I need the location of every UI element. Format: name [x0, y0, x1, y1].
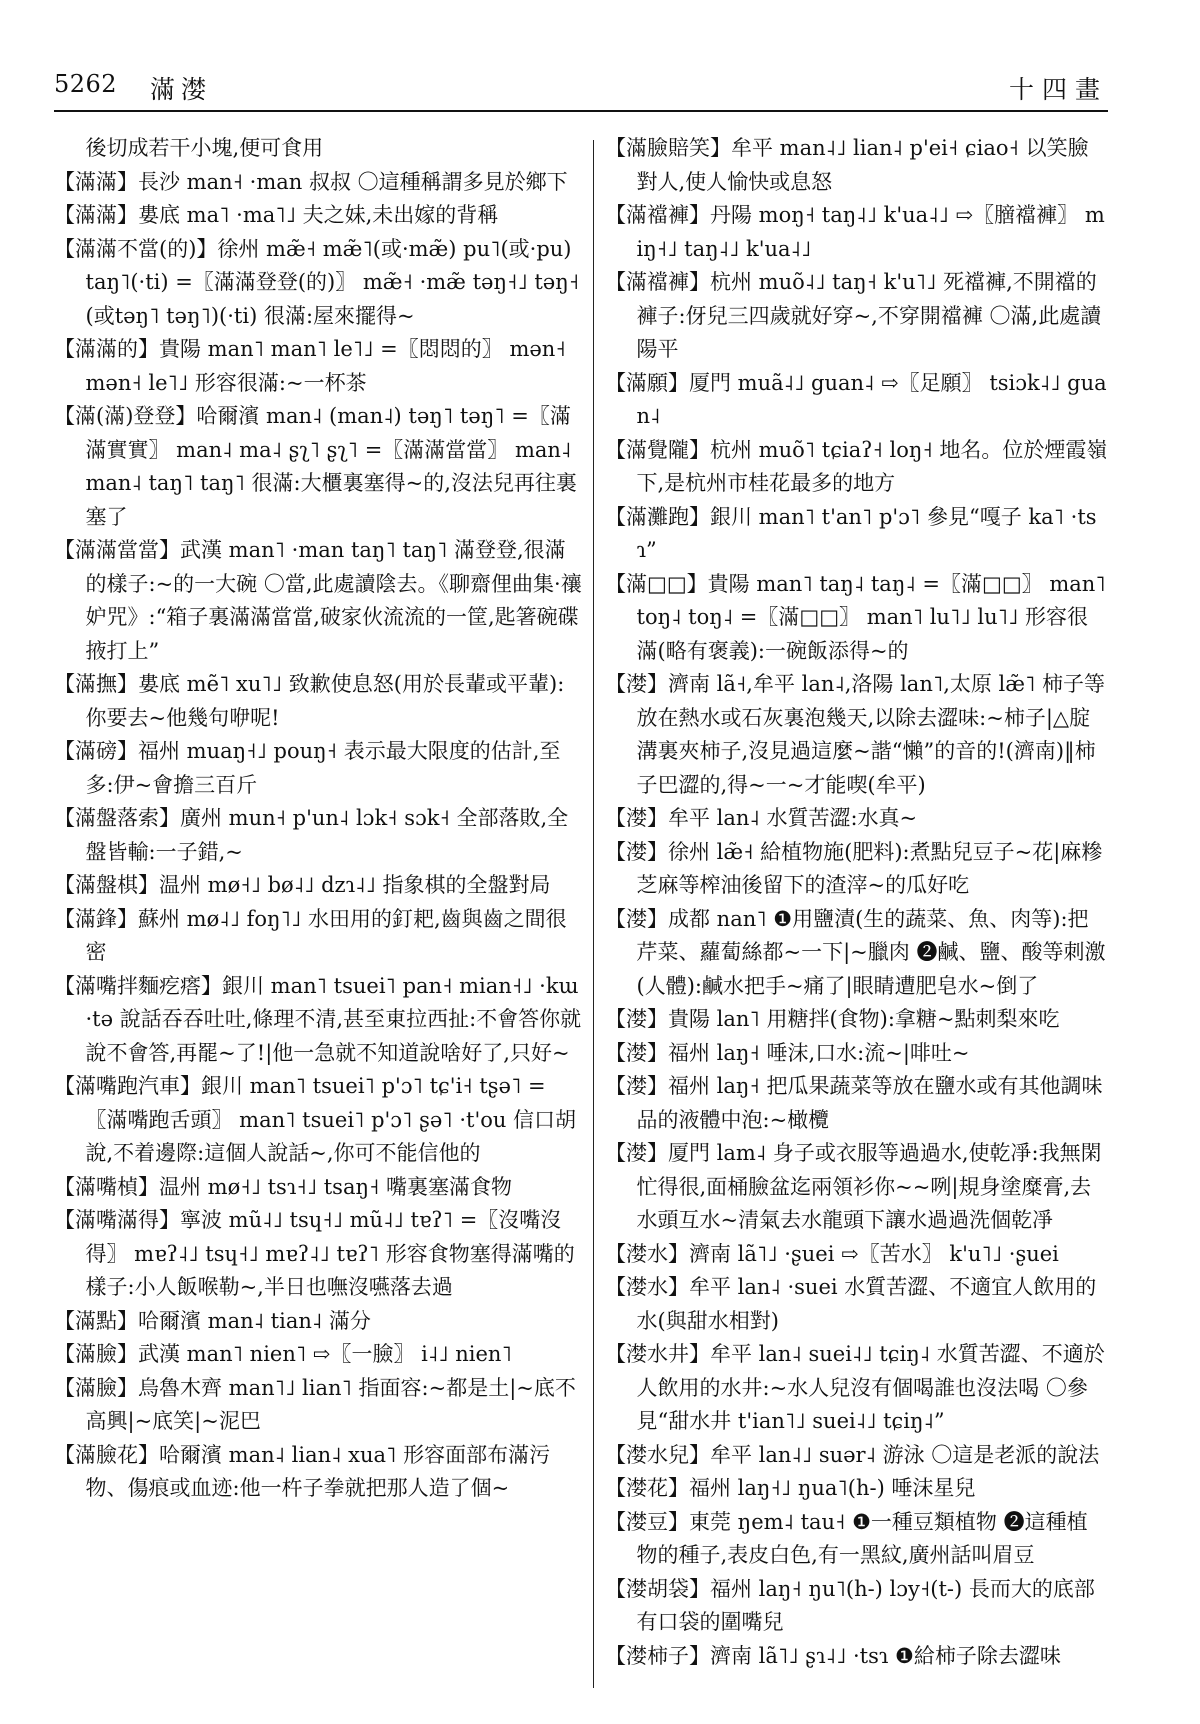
- dictionary-entry: 【漤】貴陽 lan˥ 用糖拌(食物):拿糖~點刺梨來吃: [605, 1007, 1060, 1031]
- right-column: [605, 132, 1108, 1673]
- dictionary-entry: 【滿滿】長沙 man˧ ·man 叔叔 〇這種稱謂多見於鄉下: [54, 169, 568, 194]
- dictionary-entry: 【漤】徐州 læ̃˧ 給植物施(肥料):煮點兒豆子~花|麻糝芝麻等榨油後留下的渣滓~的瓜好吃: [605, 839, 1103, 897]
- dictionary-entry: 【滿嘴楨】温州 mø˧˩ tsɿ˧˩ tsaŋ˧ 嘴裏塞滿食物: [54, 1174, 513, 1199]
- dictionary-entry: 【滿臉】烏魯木齊 man˥˩ lian˥ 指面容:~都是土|~底不高興|~底笑|~泥巴: [54, 1375, 576, 1433]
- running-head-words: 滿漤: [150, 75, 213, 104]
- dictionary-entry: 【漤】福州 laŋ˧ 唾沫,口水:流~|啡吐~: [605, 1040, 970, 1065]
- dictionary-entry: 【滿鋒】蘇州 mø˨˩ foŋ˥˩ 水田用的釘耙,齒與齒之間很密: [54, 906, 567, 964]
- dictionary-entry: 【漤】牟平 lan˨ 水質苦澀:水真~: [605, 806, 918, 830]
- dictionary-entry: 【滿灘跑】銀川 man˥ t'an˥ p'ɔ˥ 參見“嘎子 ka˥ ·tsɿ”: [605, 504, 1097, 562]
- dictionary-entry: 【漤水兒】牟平 lan˨˩ suər˨ 游泳 〇這是老派的說法: [605, 1442, 1100, 1467]
- dictionary-entry: 【滿滿】婁底 ma˥ ·ma˥˩ 夫之妹,未出嫁的背稱: [54, 203, 499, 227]
- dictionary-entry: 【漤】成都 nan˥ ❶用鹽漬(生的蔬菜、魚、肉等):把芹菜、蘿蔔絲都~一下|~臘肉 ❷鹹、鹽、酸等刺激(人體):鹹水把手~痛了|眼睛遭肥皂水~倒了: [605, 906, 1106, 998]
- dictionary-entry: 【滿襠褲】杭州 muõ˨˩ taŋ˧ k'u˥˩ 死襠褲,不開襠的褲子:伢兒三四歲就好穿~,不穿開襠褲 〇滿,此處讀陽平: [605, 270, 1102, 361]
- dictionary-entry: 【滿嘴跑汽車】銀川 man˥ tsuei˥ p'ɔ˥ tɕ'i˧ tʂə˥ =〖滿嘴跑舌頭〗 man˥ tsuei˥ p'ɔ˥ ʂə˥ ·t'ou 信口胡說,不着邊際:這個人說話~,你可不能信他的: [54, 1074, 577, 1165]
- left-column: [54, 132, 582, 1506]
- dictionary-entry: 【滿襠褲】丹陽 moŋ˧ taŋ˨˩ k'ua˨˩ ⇨〖膪襠褲〗 miŋ˧˩ taŋ˨˩ k'ua˨˩: [605, 203, 1105, 261]
- dictionary-entry: 【滿撫】婁底 mẽ˥ xu˥˩ 致歉使息怒(用於長輩或平輩):你要去~他幾句咿呢!: [54, 672, 565, 730]
- dictionary-entry: 【漤水】濟南 lã˥˩ ·ʂuei ⇨〖苦水〗 k'u˥˩ ·ʂuei: [605, 1241, 1059, 1266]
- dictionary-entry: 【滿(滿)登登】哈爾濱 man˨ (man˨) təŋ˥ təŋ˥ =〖滿滿實實〗 man˨ ma˨ ʂʅ˥ ʂʅ˥ =〖滿滿當當〗 man˨ man˨ taŋ˥ taŋ˥ 很滿:大櫃裏塞得~的,沒法兒再往裏塞了: [54, 404, 577, 529]
- dictionary-entry: 【滿盤落索】廣州 mun˧ p'un˨ lɔk˧ sɔk˧ 全部落敗,全盤皆輸:一子錯,~: [54, 806, 569, 864]
- dictionary-entry: 【滿盤棋】温州 mø˧˩ bø˨˩ dzɿ˨˩ 指象棋的全盤對局: [54, 873, 551, 897]
- dictionary-entry: 【滿嘴拌麵疙瘩】銀川 man˥ tsuei˥ pan˧ mian˧˩ ·kɯ ·tə 說話吞吞吐吐,條理不清,甚至東拉西扯:不會答你就說不會答,再罷~了!|他一急就不知道說啥好了,只好~: [54, 973, 582, 1065]
- dictionary-entry: 【滿覺隴】杭州 muõ˥ tɕiaʔ˧ loŋ˧ 地名。位於煙霞嶺下,是杭州市桂花最多的地方: [605, 437, 1108, 495]
- dictionary-entry: 【漤胡袋】福州 laŋ˧ ŋu˥(h-) lɔy˧(t-) 長而大的底部有口袋的圍嘴兒: [605, 1576, 1095, 1634]
- dictionary-entry: 【滿磅】福州 muaŋ˧˩ pouŋ˧ 表示最大限度的估計,至多:伊~會擔三百斤: [54, 739, 561, 797]
- dictionary-entry: 【滿嘴滿得】寧波 mũ˨˩ tsɥ˧˩ mũ˨˩ tɐʔ˥ =〖沒嘴沒得〗 mɐʔ˨˩ tsɥ˧˩ mɐʔ˨˩ tɐʔ˥ 形容食物塞得滿嘴的樣子:小人飯喉勒~,半日也嘸沒嚥落去過: [54, 1208, 575, 1299]
- dictionary-entry: 【漤】厦門 lam˨ 身子或衣服等過過水,使乾凈:我無閑忙得很,面桶臉盆迄兩領衫你~~咧|規身塗糜膏,去水頭互水~清氣去水龍頭下讓水過過洗個乾凈: [605, 1141, 1102, 1232]
- dictionary-entry: 【滿點】哈爾濱 man˨ tian˨ 滿分: [54, 1308, 371, 1333]
- stroke-count-section: 十四畫: [1008, 75, 1108, 104]
- entry-continuation: 後切成若干小塊,便可食用: [85, 136, 324, 160]
- dictionary-entry: 【滿臉】武漢 man˥ nien˥ ⇨〖一臉〗 i˨˩ nien˥: [54, 1342, 512, 1366]
- dictionary-entry: 【漤豆】東莞 ŋem˨ tau˧ ❶一種豆類植物 ❷這種植物的種子,表皮白色,有一黑紋,廣州話叫眉豆: [605, 1509, 1088, 1567]
- dictionary-entry: 【漤花】福州 laŋ˧˩ ŋua˥(h-) 唾沫星兒: [605, 1476, 976, 1500]
- page-number: 5262: [54, 70, 118, 98]
- dictionary-entry: 【漤】濟南 lã˧,牟平 lan˨,洛陽 lan˥,太原 læ̃˥ 柿子等放在熱水或石灰裏泡幾天,以除去澀味:~柿子|△腚溝裏夾柿子,沒見過這麼~諧“懶”的音的!(濟南)‖柿子巴澀的,得~一~才能喫(牟平): [605, 672, 1106, 797]
- dictionary-entry: 【滿臉花】哈爾濱 man˨ lian˨ xua˥ 形容面部布滿污物、傷痕或血迹:他一杵子拳就把那人造了個~: [54, 1442, 551, 1500]
- dictionary-entry: 【滿滿不當(的)】徐州 mæ̃˧ mæ̃˥(或·mæ̃) pu˥(或·pu) taŋ˥(·ti) =〖滿滿登登(的)〗 mæ̃˧ ·mæ̃ təŋ˧˩ təŋ˧(或təŋ˥ təŋ˥)(·ti) 很滿:屋來擺得~: [54, 236, 580, 328]
- dictionary-entry: 【漤水】牟平 lan˨ ·suei 水質苦澀、不適宜人飲用的水(與甜水相對): [605, 1275, 1097, 1333]
- dictionary-entry: 【漤柿子】濟南 lã˥˩ ʂɿ˨˩ ·tsɿ ❶給柿子除去澀味: [605, 1643, 1061, 1668]
- dictionary-entry: 【漤】福州 laŋ˧ 把瓜果蔬菜等放在鹽水或有其他調味品的液體中泡:~橄欖: [605, 1074, 1103, 1132]
- dictionary-entry: 【滿臉賠笑】牟平 man˨˩ lian˨ p'ei˧ ɕiao˧ 以笑臉對人,使人愉快或息怒: [605, 136, 1089, 194]
- dictionary-entry: 【滿願】厦門 muã˨˩ guan˨ ⇨〖足願〗 tsiɔk˨˩ guan˨: [605, 370, 1107, 428]
- page-header: [54, 66, 1108, 112]
- column-divider: [593, 140, 594, 1688]
- dictionary-entry: 【滿滿當當】武漢 man˥ ·man taŋ˥ taŋ˥ 滿登登,很滿的樣子:~的一大碗 〇當,此處讀陰去。《聊齋俚曲集·禳妒咒》:“箱子裏滿滿當當,破家伙流流的一筐,匙箸碗碟掖打上”: [54, 538, 582, 663]
- dictionary-entry: 【滿□□】貴陽 man˥ taŋ˨ taŋ˨ =〖滿□□〗 man˥ toŋ˨ toŋ˨ =〖滿□□〗 man˥ lu˥˩ lu˥˩ 形容很滿(略有褒義):一碗飯添得~的: [605, 571, 1106, 663]
- dictionary-entry: 【漤水井】牟平 lan˨ suei˨˩ tɕiŋ˨ 水質苦澀、不適於人飲用的水井:~水人兒沒有個喝誰也沒法喝 〇參見“甜水井 t'ian˥˩ suei˨˩ tɕiŋ˨”: [605, 1342, 1105, 1433]
- dictionary-entry: 【滿滿的】貴陽 man˥ man˥ le˥˩ =〖悶悶的〗 mən˧ mən˧ le˥˩ 形容很滿:~一杯茶: [54, 337, 566, 395]
